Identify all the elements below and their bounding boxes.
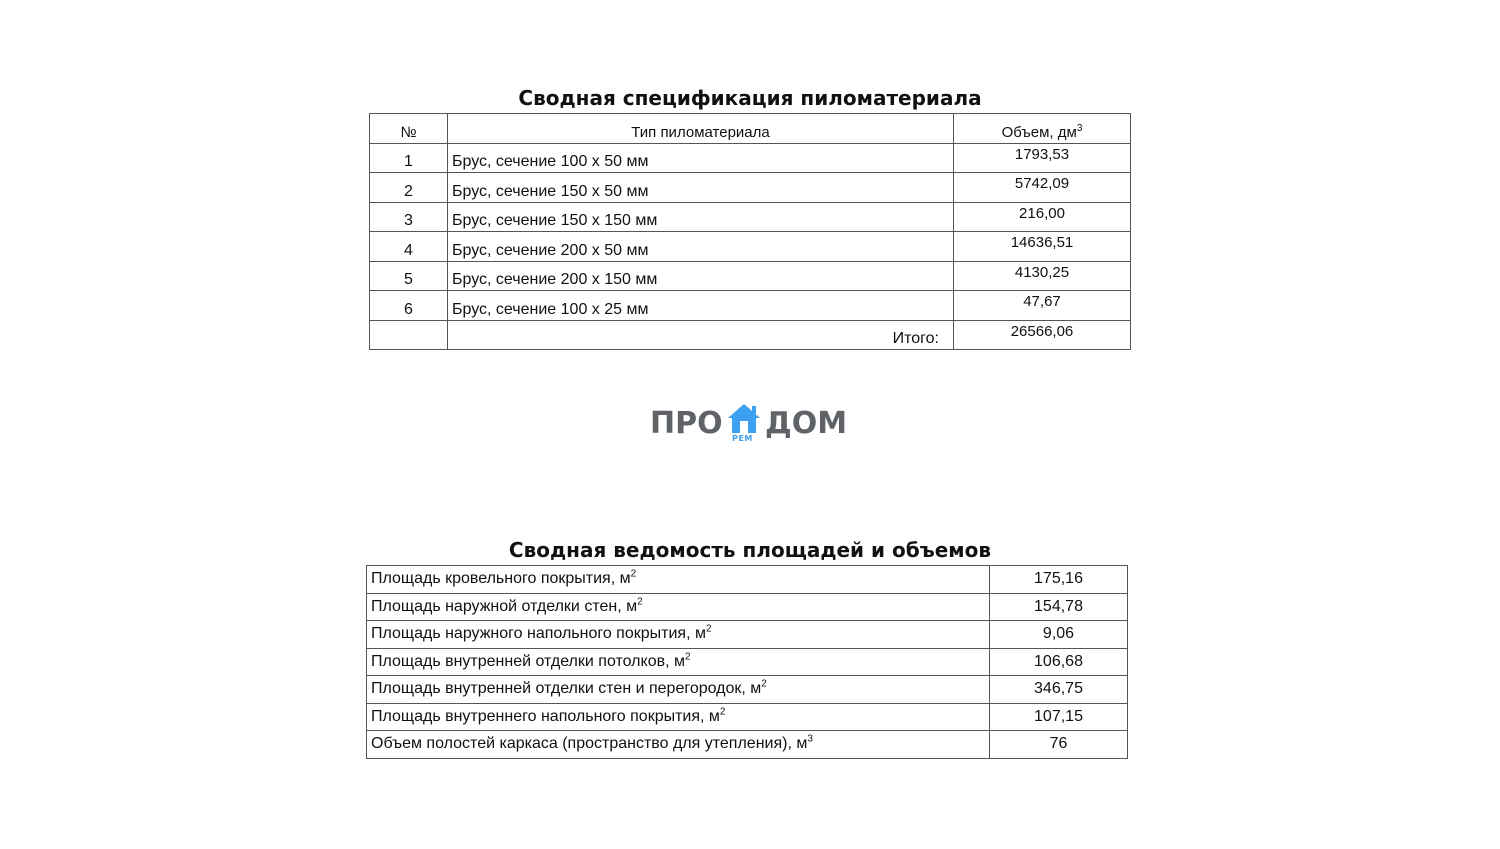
row-type: Брус, сечение 200 х 150 мм <box>448 261 954 291</box>
summary-value: 154,78 <box>990 593 1128 621</box>
unit-exponent: 2 <box>761 678 767 690</box>
table-row <box>370 232 1131 262</box>
spec-header-row <box>370 114 1131 144</box>
summary-value: 9,06 <box>990 621 1128 649</box>
unit-exponent: 2 <box>705 623 712 635</box>
row-num: 2 <box>370 173 448 203</box>
unit-exponent: 2 <box>684 651 691 663</box>
row-volume: 4130,25 <box>954 261 1131 291</box>
summary-label-text: Площадь внутренней отделки потолков, м <box>371 652 685 670</box>
summary-title: Сводная ведомость площадей и объемов <box>508 538 992 562</box>
logo-text-right: ДОМ <box>765 406 848 441</box>
logo-text-left: ПРО <box>650 406 723 441</box>
header-volume-text: Объем, дм <box>1001 123 1077 141</box>
header-volume-exp: 3 <box>1076 122 1083 134</box>
unit-exponent: 3 <box>807 733 813 745</box>
row-volume: 5742,09 <box>954 173 1131 203</box>
row-type: Брус, сечение 200 х 50 мм <box>448 232 954 262</box>
summary-label-text: Площадь кровельного покрытия, м <box>371 570 631 588</box>
header-num: № <box>370 114 448 144</box>
logo <box>648 400 858 450</box>
row-type: Брус, сечение 100 х 50 мм <box>448 143 954 173</box>
spec-title: Сводная спецификация пиломатериала <box>518 86 982 110</box>
summary-label <box>367 703 990 731</box>
header-type: Тип пиломатериала <box>448 114 954 144</box>
row-num: 6 <box>370 291 448 321</box>
table-row <box>370 261 1131 291</box>
table-row <box>370 291 1131 321</box>
table-row <box>367 731 1128 759</box>
summary-label-text: Площадь внутренней отделки стен и перегородок, м <box>371 680 762 698</box>
summary-label <box>367 566 990 594</box>
row-volume: 1793,53 <box>954 143 1131 173</box>
row-num: 1 <box>370 143 448 173</box>
summary-value: 107,15 <box>990 703 1128 731</box>
total-label: Итого: <box>448 320 954 350</box>
summary-label <box>367 648 990 676</box>
summary-label-text: Площадь внутреннего напольного покрытия, м <box>371 707 720 725</box>
row-volume: 14636,51 <box>954 232 1131 262</box>
spec-table <box>369 113 1131 350</box>
unit-exponent: 2 <box>637 596 643 608</box>
summary-label <box>367 676 990 704</box>
summary-label <box>367 621 990 649</box>
table-row <box>370 202 1131 232</box>
summary-value: 106,68 <box>990 648 1128 676</box>
row-num: 3 <box>370 202 448 232</box>
table-row <box>367 648 1128 676</box>
table-row <box>367 566 1128 594</box>
summary-table <box>366 565 1128 759</box>
table-row <box>367 703 1128 731</box>
row-num: 5 <box>370 261 448 291</box>
row-num: 4 <box>370 232 448 262</box>
total-empty-cell <box>370 320 448 350</box>
summary-label-text: Площадь наружного напольного покрытия, м <box>371 625 706 643</box>
summary-label <box>367 593 990 621</box>
house-icon <box>727 403 761 435</box>
table-row <box>367 676 1128 704</box>
row-type: Брус, сечение 150 х 50 мм <box>448 173 954 203</box>
unit-exponent: 2 <box>719 706 726 718</box>
row-volume: 47,67 <box>954 291 1131 321</box>
total-value: 26566,06 <box>954 320 1131 350</box>
table-row <box>370 143 1131 173</box>
summary-label-text: Объем полостей каркаса (пространство для утепления), м <box>371 735 808 753</box>
total-row <box>370 320 1131 350</box>
summary-label-text: Площадь наружной отделки стен, м <box>371 597 638 615</box>
header-volume <box>954 114 1131 144</box>
summary-value: 175,16 <box>990 566 1128 594</box>
row-type: Брус, сечение 150 х 150 мм <box>448 202 954 232</box>
table-row <box>367 593 1128 621</box>
summary-label <box>367 731 990 759</box>
logo-subtext: РЕМ <box>732 434 753 443</box>
row-volume: 216,00 <box>954 202 1131 232</box>
table-row <box>367 621 1128 649</box>
summary-value: 346,75 <box>990 676 1128 704</box>
table-row <box>370 173 1131 203</box>
row-type: Брус, сечение 100 х 25 мм <box>448 291 954 321</box>
unit-exponent: 2 <box>630 568 637 580</box>
summary-value: 76 <box>990 731 1128 759</box>
